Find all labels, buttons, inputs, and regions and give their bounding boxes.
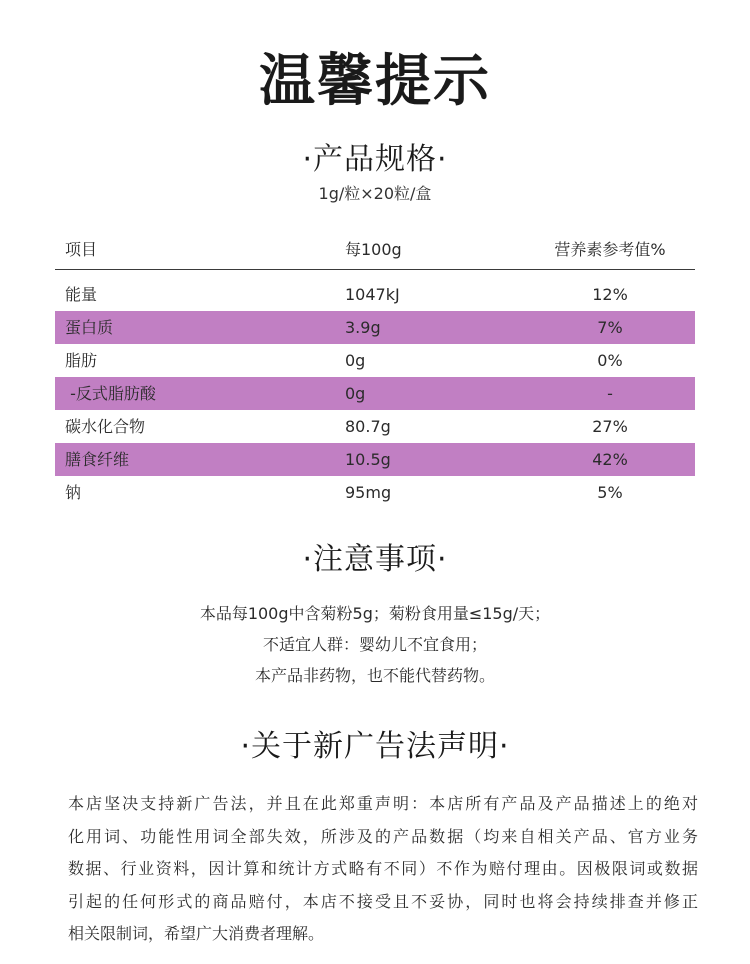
- notice-text: [0, 598, 750, 691]
- nutrition-row-fiber: [55, 443, 695, 476]
- row-nrv: 0%: [597, 351, 623, 370]
- row-item: 钠: [65, 483, 82, 502]
- ad-law-line: 数据、行业资料，因计算和统计方式略有不同）不作为赔付理由。因极限词或数据: [68, 859, 698, 878]
- ad-law-line: 引起的任何形式的商品赔付，本店不接受且不妥协，同时也将会持续排查并修正: [68, 891, 698, 911]
- row-per100g: 95mg: [345, 483, 392, 502]
- nutrition-header-row: [55, 231, 695, 269]
- ad-law-statement: [68, 788, 698, 951]
- row-item: 碳水化合物: [65, 417, 146, 436]
- row-per100g: 10.5g: [345, 450, 391, 469]
- header-item: 项目: [65, 240, 98, 259]
- row-nrv: 27%: [592, 417, 628, 436]
- notice-line: 本品每100g中含菊粉5g；菊粉食用量≤15g/天；: [199, 604, 551, 623]
- row-item: 蛋白质: [65, 318, 114, 337]
- row-item: 脂肪: [65, 351, 98, 370]
- notice-line: 本产品非药物，也不能代替药物。: [254, 666, 495, 685]
- ad-law-line: 本店坚决支持新广告法，并且在此郑重声明：本店所有产品及产品描述上的绝对: [68, 794, 698, 813]
- nutrition-row-sodium: [55, 476, 695, 509]
- row-item: 膳食纤维: [65, 450, 130, 469]
- nutrition-row-protein: [55, 311, 695, 344]
- notice-line: 不适宜人群：婴幼儿不宜食用；: [262, 635, 487, 654]
- row-per100g: 3.9g: [345, 318, 381, 337]
- nutrition-row-energy: [55, 278, 695, 311]
- row-per100g: 1047kJ: [345, 285, 400, 304]
- row-nrv: 5%: [597, 483, 623, 502]
- spec-heading: ·产品规格·: [302, 142, 448, 177]
- ad-law-line: 化用词、功能性用词全部失效，所涉及的产品数据（均来自相关产品、官方业务: [68, 826, 698, 846]
- ad-law-heading: ·关于新广告法声明·: [240, 729, 510, 764]
- row-per100g: 0g: [345, 384, 366, 403]
- spec-line: 1g/粒×20粒/盒: [318, 184, 432, 203]
- ad-law-line: 相关限制词，希望广大消费者理解。: [68, 924, 325, 943]
- header-per100g: 每100g: [345, 240, 402, 259]
- row-nrv: 42%: [592, 450, 628, 469]
- row-nrv: 12%: [592, 285, 628, 304]
- nutrition-row-trans-fat: [55, 377, 695, 410]
- nutrition-row-fat: [55, 344, 695, 377]
- notice-heading: ·注意事项·: [302, 542, 448, 577]
- header-divider: [55, 269, 695, 270]
- row-nrv: 7%: [597, 318, 623, 337]
- row-per100g: 0g: [345, 351, 366, 370]
- page-title: 温馨提示: [259, 49, 491, 114]
- row-per100g: 80.7g: [345, 417, 391, 436]
- nutrition-table: [55, 231, 695, 509]
- row-nrv: -: [607, 384, 613, 403]
- nutrition-row-carbohydrate: [55, 410, 695, 443]
- header-nrv: 营养素参考值%: [554, 240, 666, 259]
- row-item: 能量: [65, 285, 98, 304]
- row-item: -反式脂肪酸: [65, 384, 156, 403]
